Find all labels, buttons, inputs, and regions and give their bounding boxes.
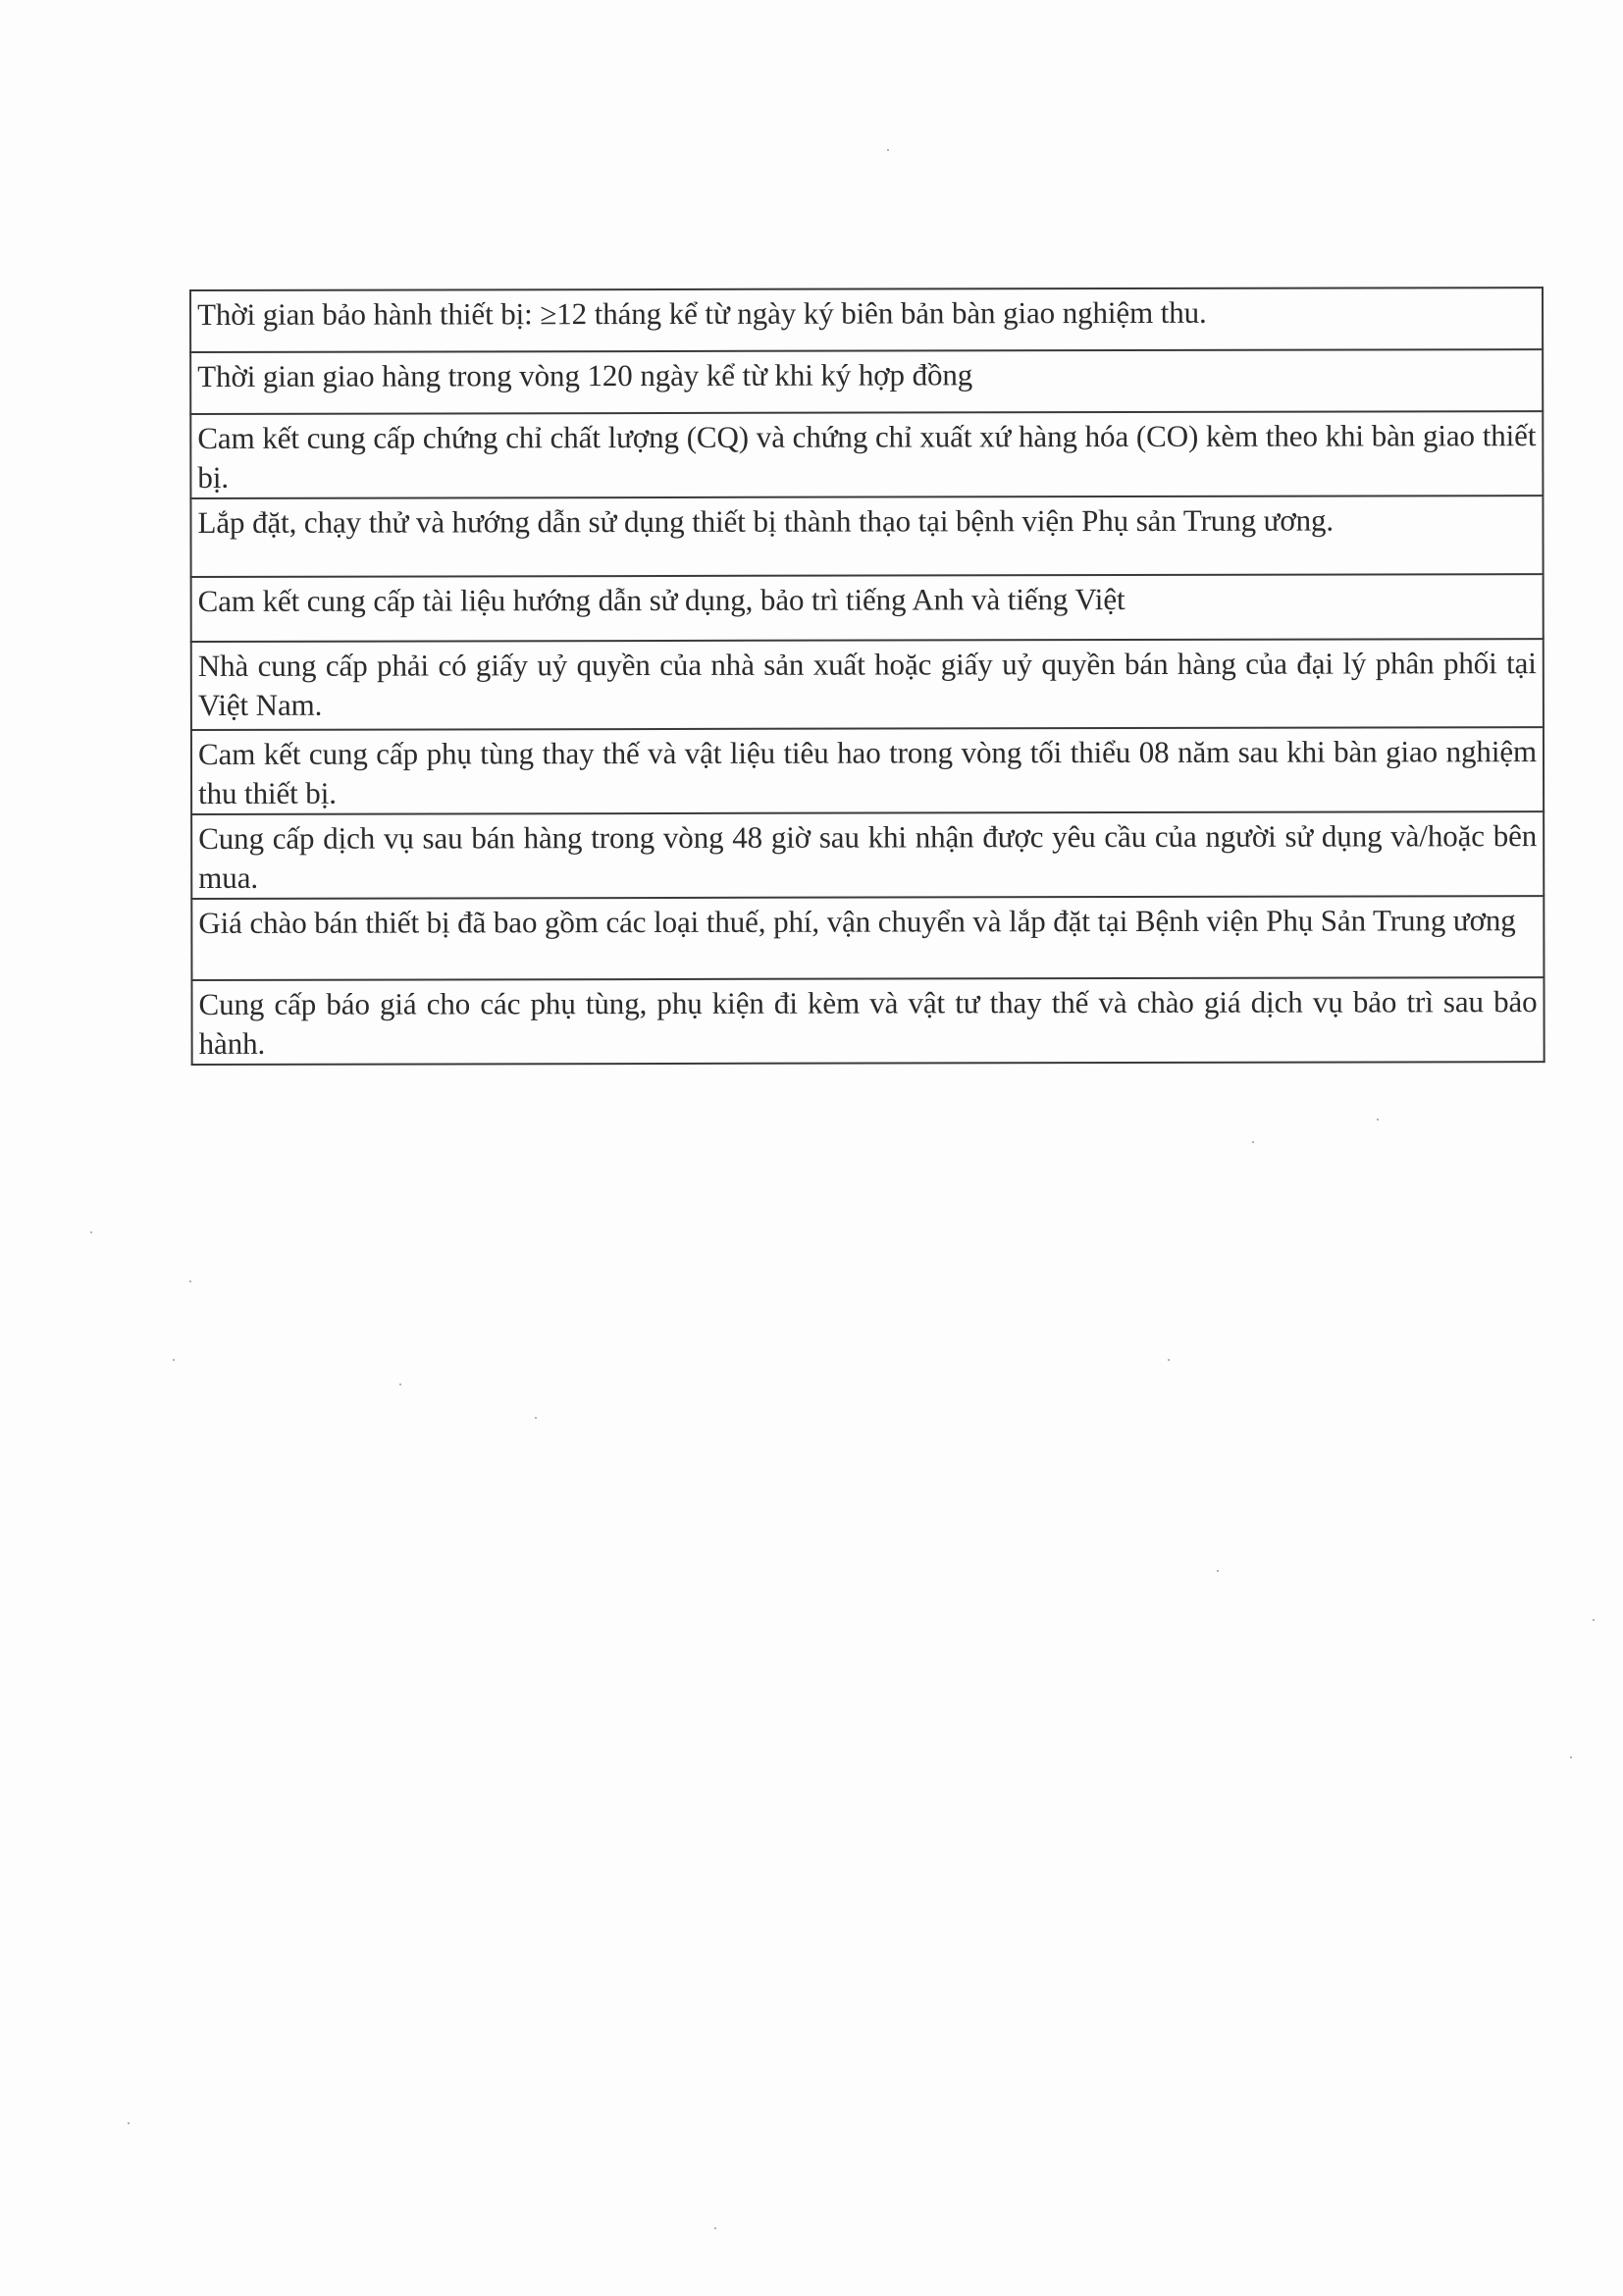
scan-speck <box>1377 1119 1379 1121</box>
table-row <box>191 639 1544 730</box>
scan-speck <box>1593 1619 1595 1621</box>
scan-speck <box>1570 1756 1572 1758</box>
scan-speck <box>714 2227 716 2229</box>
requirement-cell: Thời gian giao hàng trong vòng 120 ngày kể từ khi ký hợp đồng <box>190 349 1543 414</box>
table-row <box>190 349 1543 414</box>
scan-speck <box>1252 1141 1254 1143</box>
table-row <box>191 896 1544 980</box>
scan-speck <box>1217 1570 1219 1572</box>
scan-speck <box>173 1359 175 1361</box>
requirement-cell: Nhà cung cấp phải có giấy uỷ quyền của nhà sản xuất hoặc giấy uỷ quyền bán hàng của đại lý phân phối tại Việt Nam. <box>191 639 1544 730</box>
scan-speck <box>399 1383 401 1385</box>
table-row <box>191 977 1544 1065</box>
requirement-cell: Cam kết cung cấp chứng chỉ chất lượng (CQ) và chứng chỉ xuất xứ hàng hóa (CO) kèm theo khi bàn giao thiết bị. <box>190 411 1543 498</box>
scan-speck <box>189 1280 191 1282</box>
requirement-cell: Lắp đặt, chạy thử và hướng dẫn sử dụng thiết bị thành thạo tại bệnh viện Phụ sản Trung ương. <box>190 496 1543 577</box>
requirement-cell: Thời gian bảo hành thiết bị: ≥12 tháng kể từ ngày ký biên bản bàn giao nghiệm thu. <box>190 287 1543 352</box>
table-row <box>191 727 1544 814</box>
table-row <box>190 496 1543 577</box>
requirement-cell: Giá chào bán thiết bị đã bao gồm các loại thuế, phí, vận chuyển và lắp đặt tại Bệnh viện Phụ Sản Trung ương <box>191 896 1544 980</box>
table-row <box>190 287 1543 352</box>
requirements-table <box>189 287 1545 1066</box>
table-row <box>190 411 1543 498</box>
scan-speck <box>887 149 889 151</box>
requirement-cell: Cam kết cung cấp phụ tùng thay thế và vật liệu tiêu hao trong vòng tối thiểu 08 năm sau khi bàn giao nghiệm thu thiết bị. <box>191 727 1544 814</box>
scan-speck <box>535 1417 537 1419</box>
requirement-cell: Cam kết cung cấp tài liệu hướng dẫn sử dụng, bảo trì tiếng Anh và tiếng Việt <box>191 574 1544 642</box>
requirement-cell: Cung cấp dịch vụ sau bán hàng trong vòng 48 giờ sau khi nhận được yêu cầu của người sử dụng và/hoặc bên mua. <box>191 811 1544 899</box>
scan-speck <box>128 2122 130 2124</box>
table-row <box>191 574 1544 642</box>
scan-speck <box>1168 1359 1170 1361</box>
table-row <box>191 811 1544 899</box>
scan-speck <box>90 1231 92 1233</box>
requirement-cell: Cung cấp báo giá cho các phụ tùng, phụ kiện đi kèm và vật tư thay thế và chào giá dịch vụ bảo trì sau bảo hành. <box>191 977 1544 1065</box>
